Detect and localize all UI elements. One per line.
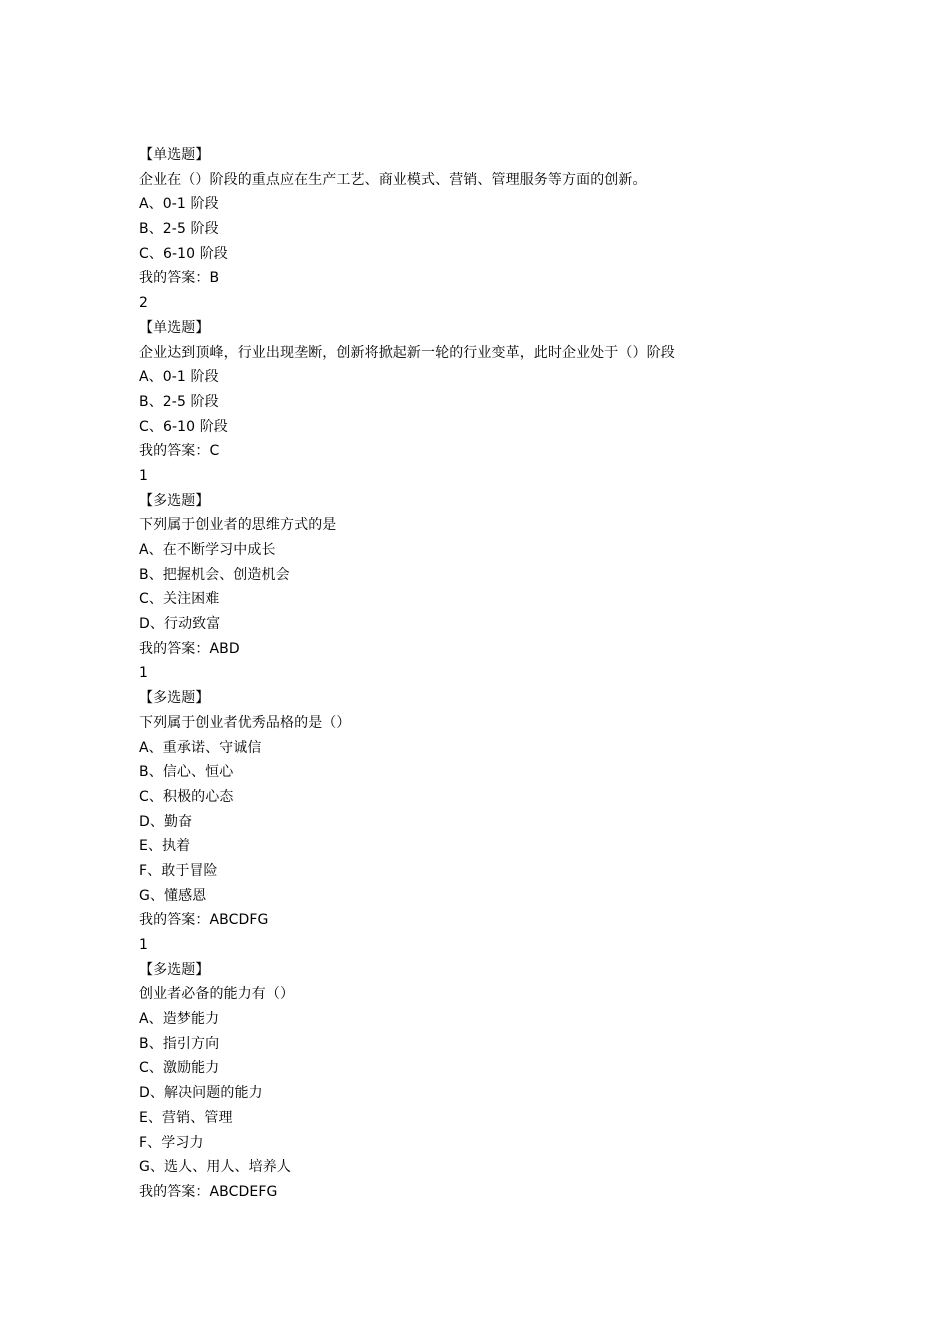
option-f: F、敢于冒险 bbox=[139, 862, 218, 879]
option-b: B、指引方向 bbox=[139, 1035, 220, 1052]
question-type-label: 【多选题】 bbox=[139, 690, 210, 707]
option-e: E、执着 bbox=[139, 838, 191, 855]
question-type-label: 【多选题】 bbox=[139, 492, 210, 509]
option-b: B、2-5 阶段 bbox=[139, 221, 219, 238]
option-g: G、选人、用人、培养人 bbox=[139, 1159, 291, 1176]
option-a: A、在不断学习中成长 bbox=[139, 542, 276, 558]
option-f: F、学习力 bbox=[139, 1134, 204, 1151]
option-d: D、解决问题的能力 bbox=[139, 1085, 263, 1102]
option-c: C、6-10 阶段 bbox=[139, 245, 228, 262]
option-d: D、勤奋 bbox=[139, 813, 193, 830]
option-b: B、把握机会、创造机会 bbox=[139, 566, 290, 583]
option-d: D、行动致富 bbox=[139, 616, 221, 633]
option-b: B、2-5 阶段 bbox=[139, 393, 219, 410]
option-c: C、6-10 阶段 bbox=[139, 418, 228, 435]
option-c: C、激励能力 bbox=[139, 1060, 220, 1077]
question-text: 企业在（）阶段的重点应在生产工艺、商业模式、营销、管理服务等方面的创新。 bbox=[139, 171, 647, 188]
score-value: 2 bbox=[139, 295, 149, 312]
option-a: A、重承诺、守诚信 bbox=[139, 739, 262, 756]
option-b: B、信心、恒心 bbox=[139, 764, 234, 781]
question-type-label: 【单选题】 bbox=[139, 319, 210, 336]
my-answer: 我的答案：ABCDEFG bbox=[139, 1183, 278, 1200]
option-c: C、关注困难 bbox=[139, 591, 220, 608]
my-answer: 我的答案：ABCDFG bbox=[139, 912, 269, 929]
option-a: A、造梦能力 bbox=[139, 1011, 220, 1028]
option-a: A、0-1 阶段 bbox=[139, 369, 219, 386]
score-value: 1 bbox=[139, 665, 149, 682]
question-text: 下列属于创业者的思维方式的是 bbox=[139, 517, 337, 534]
score-value: 1 bbox=[139, 467, 149, 484]
my-answer: 我的答案：C bbox=[139, 443, 220, 460]
my-answer: 我的答案：ABD bbox=[139, 640, 240, 657]
question-text: 企业达到顶峰，行业出现垄断，创新将掀起新一轮的行业变革，此时企业处于（）阶段 bbox=[139, 344, 675, 361]
option-c: C、积极的心态 bbox=[139, 788, 234, 805]
question-type-label: 【单选题】 bbox=[139, 147, 210, 163]
document-content bbox=[139, 143, 859, 1205]
my-answer: 我的答案：B bbox=[139, 270, 220, 287]
option-e: E、营销、管理 bbox=[139, 1109, 233, 1126]
option-a: A、0-1 阶段 bbox=[139, 196, 219, 213]
score-value: 1 bbox=[139, 937, 149, 953]
question-type-label: 【多选题】 bbox=[139, 961, 210, 978]
question-text: 创业者必备的能力有（） bbox=[139, 986, 295, 1003]
question-text: 下列属于创业者优秀品格的是（） bbox=[139, 714, 351, 731]
option-g: G、懂感恩 bbox=[139, 887, 207, 904]
